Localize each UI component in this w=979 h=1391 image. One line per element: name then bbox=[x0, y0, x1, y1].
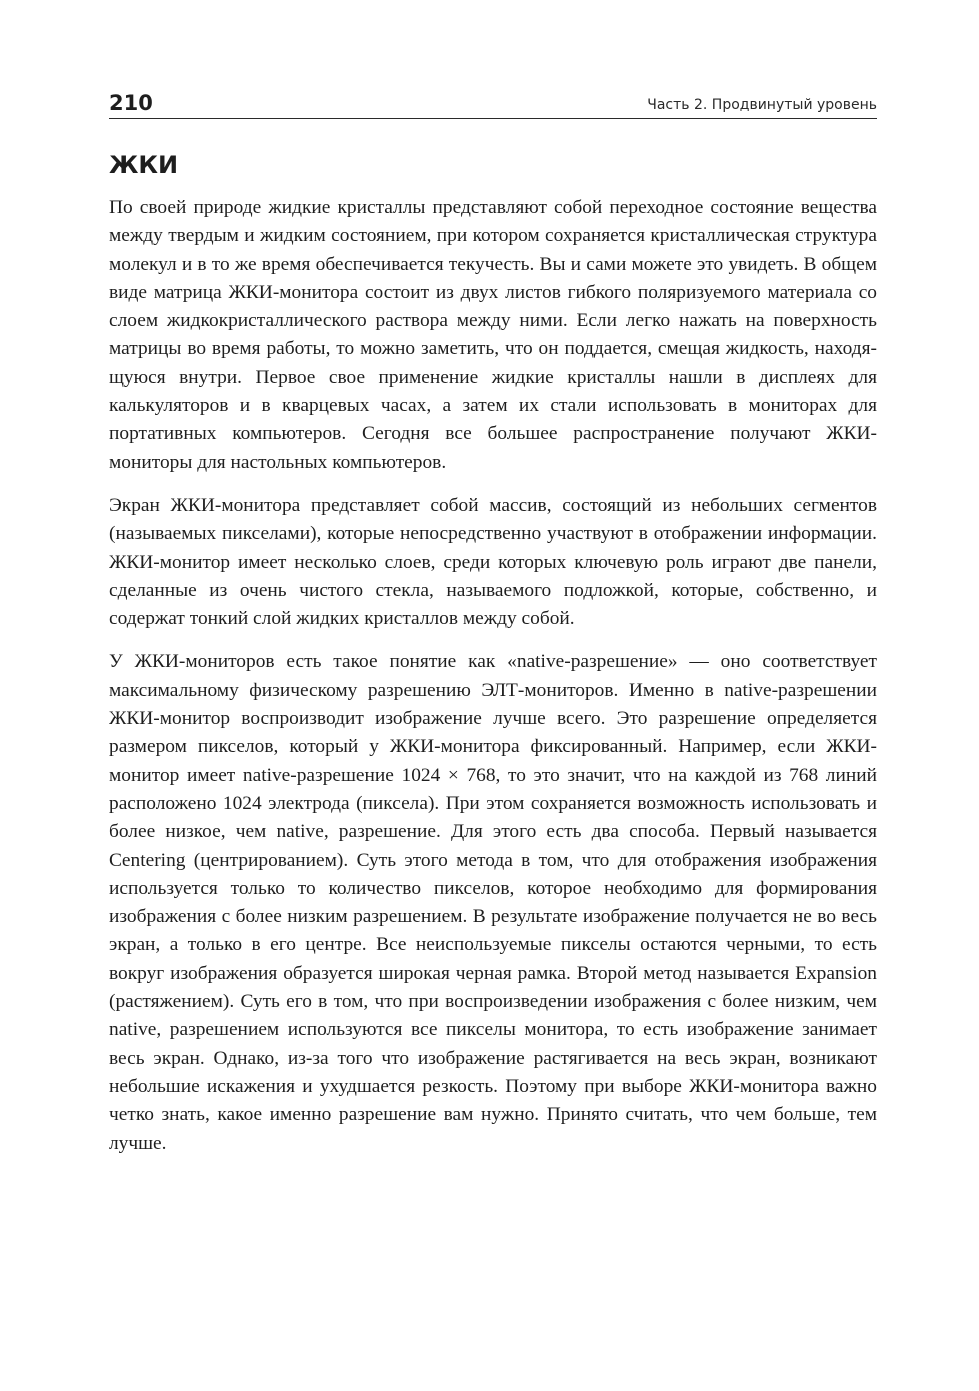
body-text bbox=[109, 194, 877, 1158]
page-number: 210 bbox=[109, 91, 153, 115]
section-heading: ЖКИ bbox=[109, 151, 179, 179]
paragraph: По своей природе жидкие кристаллы представляют собой переходное состояние вещества между твердым и жидким состоянием, при котором сохраняется кристаллическая структура молекул и в то же время обеспечивается текучесть. Вы и сами можете это увидеть. В общем виде матрица ЖКИ-монитора состоит из двух листов гибкого поляризуемого материала со слоем жидкокристаллического раствора между ними. Если легко нажать на поверхность матрицы во время работы, то можно заметить, что он поддается, смещая жидкость, находящуюся внутри. Первое свое применение жидкие кристаллы нашли в дисплеях для калькуляторов и в кварцевых часах, а затем их стали использовать в мониторах для портативных компьютеров. Сегодня все большее распространение получают ЖКИ-мониторы для настольных компьютеров. bbox=[109, 197, 877, 473]
running-header bbox=[109, 88, 877, 119]
paragraph: У ЖКИ-мониторов есть такое понятие как «native-разрешение» — оно соответствует максимальному физическому разрешению ЭЛТ-мониторов. Именно в native-разрешении ЖКИ-монитор воспроизводит изображение лучше всего. Это разрешение определяется размером пикселов, который у ЖКИ-монитора фиксированный. Например, если ЖКИ-монитор имеет native-разрешение 1024 × 768, то это значит, что на каждой из 768 линий расположено 1024 электрода (пиксела). При этом сохраняется возможность использовать и более низкое, чем native, разрешение. Для этого есть два способа. Первый называется Centering (центрированием). Суть этого метода в том, что для отображения изображения используется только то количество пикселов, которое необходимо для формирования изображения с более низким разрешением. В результате изображение получается не во весь экран, а только в его центре. Все неиспользуемые пикселы остаются черными, то есть вокруг изображения образуется широкая черная рамка. Второй метод называется Expansion (растяжением). Суть его в том, что при воспроизведении изображения с более низким, чем native, разрешением используются все пикселы монитора, то есть изображение занимает весь экран. Однако, из-за того что изображение растягивается на весь экран, возникают небольшие искажения и ухудшается резкость. Поэтому при выборе ЖКИ-монитора важно четко знать, какое именно разрешение вам нужно. Принято считать, что чем больше, тем лучше. bbox=[109, 651, 877, 1154]
book-page bbox=[109, 88, 877, 1173]
part-title: Часть 2. Продвинутый уровень bbox=[647, 97, 877, 113]
paragraph: Экран ЖКИ-монитора представляет собой массив, состоящий из небольших сегментов (называемых пикселами), которые непосредственно участвуют в отображении информации. ЖКИ-монитор имеет несколько слоев, среди которых ключевую роль играют две панели, сделанные из очень чистого стекла, называемого подложкой, которые, собственно, и содержат тонкий слой жидких кристаллов между собой. bbox=[109, 494, 877, 630]
